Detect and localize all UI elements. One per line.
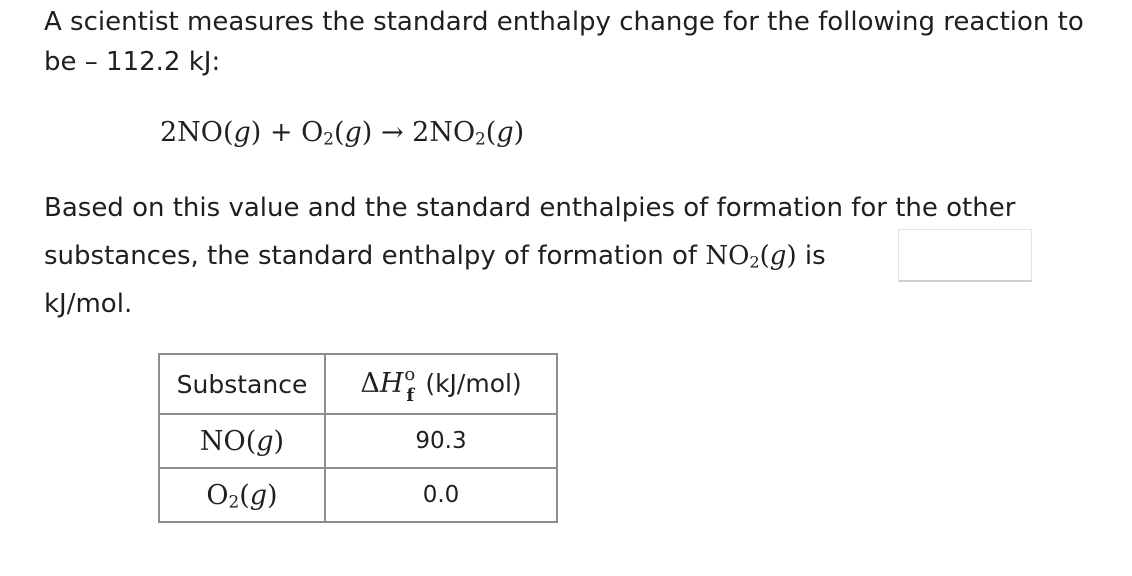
plus-sign: + [269,117,293,148]
question-species: $NO_2(g)$ [705,241,797,272]
reaction-equation [160,115,524,151]
enthalpy-value: 0.0 [325,468,557,522]
reactant-o2: $O_2(g)$ [301,117,373,149]
substance-cell: NO(g) [159,414,325,468]
question-text: Based on this value and the standard enthalpies of formation for the other substances, the standard enthalpy of formation of $NO_2(g)$ is kJ/mol. [44,193,1016,319]
reaction-arrow: → [380,117,404,148]
answer-unit: kJ/mol. [44,289,133,319]
product-no2: $2NO_2(g)$ [412,117,525,149]
enthalpy-value: 90.3 [325,414,557,468]
delta-h-symbol: ΔH o f [360,363,416,406]
answer-field[interactable] [898,229,1032,282]
table-header-row [159,354,557,414]
substance-cell: $O_2(g)$ [159,468,325,522]
enthalpy-table [158,353,558,523]
header-enthalpy [325,354,557,414]
reactant-no: 2NO(g) [160,117,262,148]
problem-intro: A scientist measures the standard enthalpy change for the following reaction to be – 112.2 kJ: [44,7,1084,77]
table-row [159,468,557,522]
table-row [159,414,557,468]
header-substance: Substance [159,354,325,414]
header-unit: (kJ/mol) [425,369,522,399]
answer-input[interactable] [899,230,1031,280]
